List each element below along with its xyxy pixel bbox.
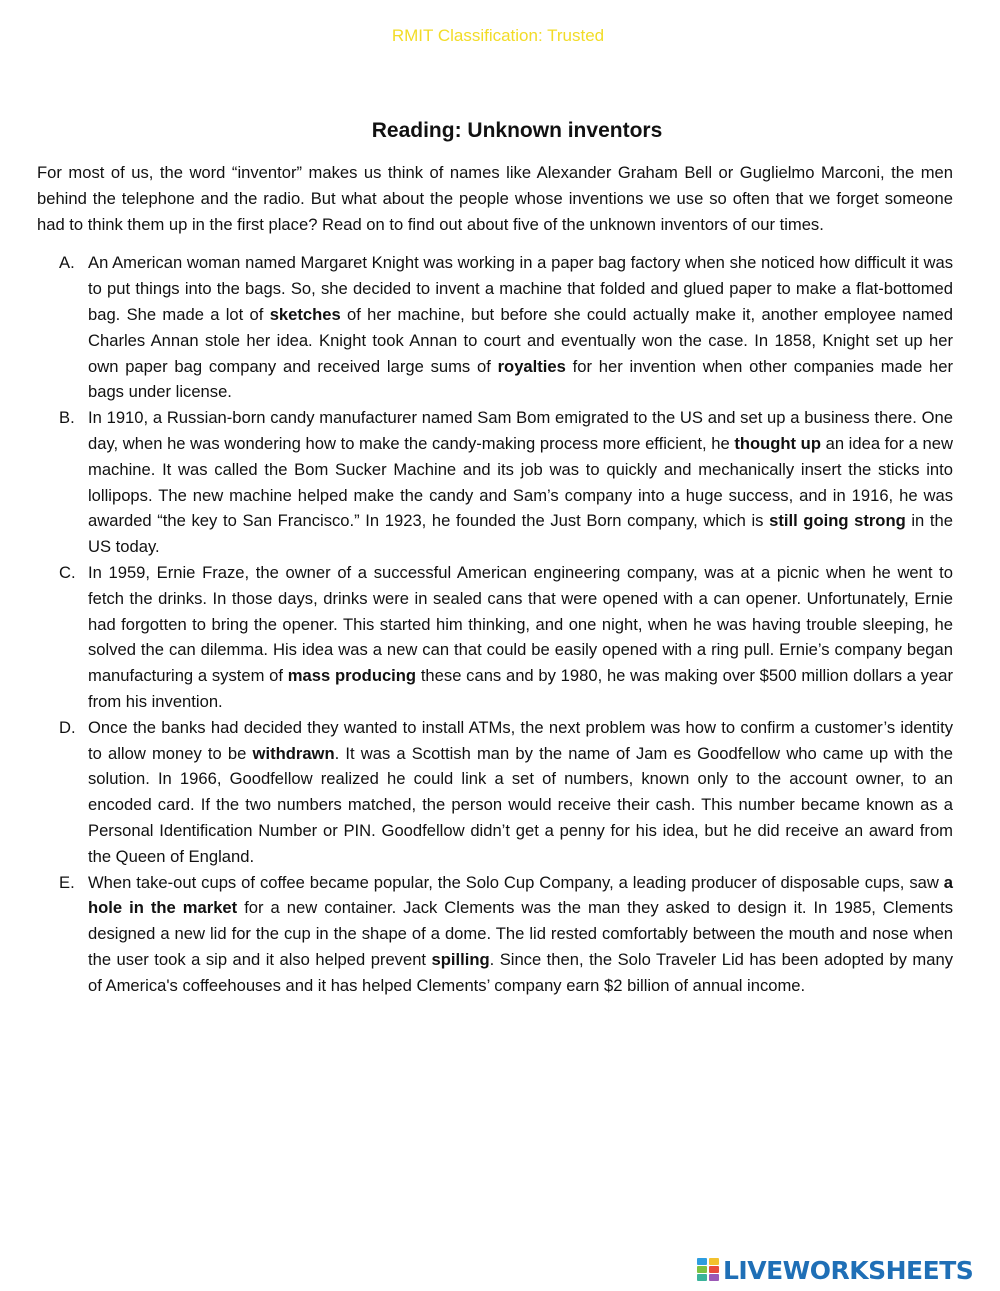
page-title: Reading: Unknown inventors bbox=[371, 119, 663, 142]
key-term: sketches bbox=[269, 304, 341, 324]
logo-icon-tile bbox=[709, 1258, 719, 1265]
inventor-item-e bbox=[37, 870, 953, 999]
item-marker: E. bbox=[59, 872, 75, 892]
text-segment: in the US today. bbox=[88, 511, 953, 557]
text-segment: an idea for a new machine. It was called the Bom Sucker Machine and its job was to quickly and mechanically insert the sticks into lollipops. The new machine helped make the candy and Sam’s company into a huge success, and in 1916, he was awarded “the key to San Francisco.” In 1923, he founded the Just Born company, which is bbox=[88, 433, 953, 531]
item-marker: A. bbox=[59, 253, 75, 273]
item-marker: B. bbox=[59, 408, 75, 428]
text-segment: An American woman named Margaret Knight was working in a paper bag factory when she noticed how difficult it was to put things into the bags. So, she decided to invent a machine that folded and glued paper to make a flat-bottomed bag. She made a lot of bbox=[88, 253, 953, 324]
text-segment: . Since then, the Solo Traveler Lid has been adopted by many of America's coffeehouses and it has helped Clements’ company earn $2 billion of annual income. bbox=[88, 949, 954, 995]
item-marker: D. bbox=[59, 717, 76, 737]
inventor-list bbox=[37, 250, 953, 998]
classification-label: RMIT Classification: Trusted bbox=[391, 26, 605, 45]
intro-paragraph: For most of us, the word “inventor” makes us think of names like Alexander Graham Bell or Guglielmo Marconi, the men behind the telephone and the radio. But what about the people whose inventions we use so often that we forget someone had to think them up in the first place? Read on to find out about five of the unknown inventors of our times. bbox=[37, 163, 953, 234]
logo-icon-tile bbox=[709, 1266, 719, 1273]
text-segment: In 1959, Ernie Fraze, the owner of a successful American engineering company, was at a picnic when he went to fetch the drinks. In those days, drinks were in sealed cans that were opened with a can opener. Unfortunately, Ernie had forgotten to bring the opener. This started him thinking, and one night, when he was having trouble sleeping, he solved the can dilemma. His idea was a new can that could be easily opened with a ring pull. Ernie’s company began manufacturing a system of bbox=[88, 562, 953, 686]
key-term: royalties bbox=[497, 356, 566, 376]
key-term: a hole in the market bbox=[88, 872, 953, 918]
liveworksheets-logo-text: LIVEWORKSHEETS bbox=[723, 1255, 974, 1285]
inventor-item-c bbox=[37, 560, 953, 715]
logo-icon-tile bbox=[697, 1274, 707, 1281]
liveworksheets-logo bbox=[697, 1254, 973, 1286]
item-text bbox=[88, 873, 953, 995]
item-text bbox=[88, 408, 953, 556]
item-text bbox=[88, 563, 953, 711]
text-segment: of her machine, but before she could actually make it, another employee named Charles Annan stole her idea. Knight took Annan to court and eventually won the case. In 1858, Knight set up her own paper bag company and received large sums of bbox=[88, 304, 953, 376]
item-text bbox=[88, 253, 953, 401]
liveworksheets-logo-icon bbox=[697, 1258, 719, 1282]
key-term: mass producing bbox=[287, 666, 417, 686]
key-term: thought up bbox=[734, 433, 821, 453]
logo-icon-tile bbox=[697, 1266, 707, 1273]
key-term: spilling bbox=[431, 949, 490, 969]
text-segment: for a new container. Jack Clements was the man they asked to design it. In 1985, Clements designed a new lid for the cup in the shape of a dome. The lid rested comfortably between the mouth and nose when the user took a sip and it also helped prevent bbox=[88, 898, 953, 969]
text-segment: for her invention when other companies made her bags under license. bbox=[88, 356, 953, 402]
text-segment: When take-out cups of coffee became popular, the Solo Cup Company, a leading producer of disposable cups, saw bbox=[88, 872, 944, 892]
text-segment: Once the banks had decided they wanted to install ATMs, the next problem was how to confirm a customer’s identity to allow money to be bbox=[88, 717, 953, 763]
item-marker: C. bbox=[59, 562, 76, 582]
inventor-item-d bbox=[37, 715, 953, 870]
text-segment: . It was a Scottish man by the name of Jam es Goodfellow who came up with the solution. In 1966, Goodfellow realized he could link a set of numbers, known only to the account owner, to an encoded card. If the two numbers matched, the person would receive their cash. This number became known as a Personal Identification Number or PIN. Goodfellow didn’t get a penny for his idea, but he did receive an award from the Queen of England. bbox=[88, 743, 953, 866]
item-text bbox=[88, 718, 953, 866]
key-term: still going strong bbox=[769, 511, 906, 531]
logo-icon-tile bbox=[709, 1274, 719, 1281]
key-term: withdrawn bbox=[252, 743, 335, 763]
inventor-item-a bbox=[37, 250, 953, 405]
reading-content bbox=[37, 160, 953, 999]
text-segment: these cans and by 1980, he was making over $500 million dollars a year from his invention. bbox=[88, 666, 953, 711]
text-segment: In 1910, a Russian-born candy manufacturer named Sam Bom emigrated to the US and set up a business there. One day, when he was wondering how to make the candy-making process more efficient, he bbox=[88, 408, 953, 453]
inventor-item-b bbox=[37, 405, 953, 560]
logo-icon-tile bbox=[697, 1258, 707, 1265]
